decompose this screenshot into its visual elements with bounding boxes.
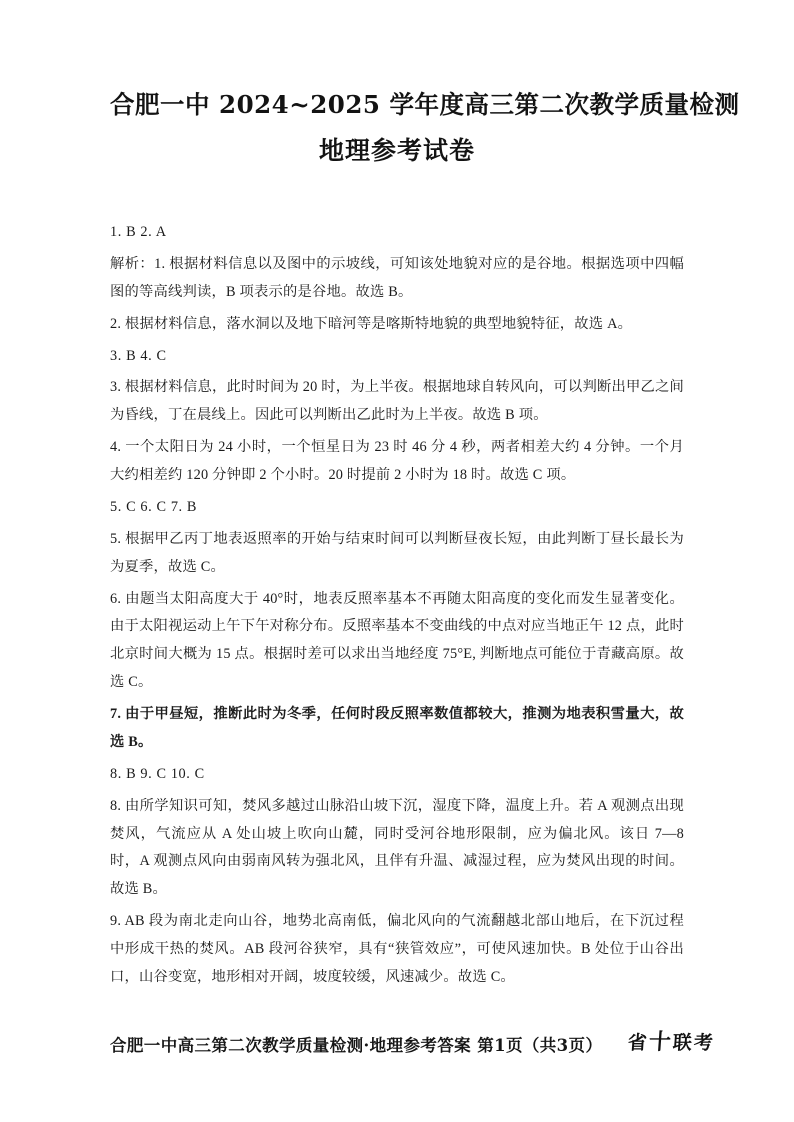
answer-line-1-2: 1. B 2. A — [110, 224, 167, 241]
answer-line-8-10: 8. B 9. C 10. C — [110, 765, 205, 782]
explanation-4: 4. 一个太阳日为 24 小时，一个恒星日为 23 时 46 分 4 秒，两者相差大约 4 分钟。一个月大约相差约 120 分钟即 2 个小时。20 时提前 2 小时为 18 时。故选 C 项。 — [110, 439, 684, 484]
explanation-8: 8. 由所学知识可知，焚风多越过山脉沿山坡下沉，湿度下降，温度上升。若 A 观测点出现焚风，气流应从 A 处山坡上吹向山麓，同时受河谷地形限制，应为偏北风。该日 7—8 时，A 观测点风向由弱南风转为强北风，且伴有升温、减湿过程，应为焚风出现的时间。故选 B。 — [110, 797, 684, 898]
page-footer — [110, 1025, 717, 1056]
stamp-big: 十 — [648, 1029, 675, 1055]
stamp-suffix: 联考 — [672, 1032, 717, 1054]
explanation-1: 解析：1. 根据材料信息以及图中的示坡线，可知该处地貌对应的是谷地。根据选项中四幅图的等高线判读，B 项表示的是谷地。故选 B。 — [110, 255, 684, 300]
footer-text: 合肥一中高三第二次教学质量检测·地理参考答案 第1页（共3页） — [110, 1036, 603, 1055]
exam-alliance-stamp — [627, 1025, 716, 1056]
explanation-5: 5. 根据甲乙丙丁地表返照率的开始与结束时间可以判断昼夜长短，由此判断丁昼长最长为为夏季，故选 C。 — [110, 530, 684, 575]
explanation-9: 9. AB 段为南北走向山谷，地势北高南低，偏北风向的气流翻越北部山地后，在下沉过程中形成干热的焚风。AB 段河谷狭窄，具有“狭管效应”，可使风速加快。B 处位于山谷出口，山谷变宽，地形相对开阔，坡度较缓，风速减少。故选 C。 — [110, 913, 684, 985]
page-title: 合肥一中 2024~2025 学年度高三第二次教学质量检测 — [110, 90, 740, 119]
title-block — [110, 0, 740, 167]
stamp-prefix: 省 — [627, 1032, 650, 1054]
answer-content — [110, 219, 684, 992]
page-subtitle: 地理参考试卷 — [318, 136, 475, 166]
explanation-2: 2. 根据材料信息，落水洞以及地下暗河等是喀斯特地貌的典型地貌特征，故选 A。 — [110, 315, 633, 332]
answer-line-5-7: 5. C 6. C 7. B — [110, 498, 198, 515]
explanation-6: 6. 由题当太阳高度大于 40°时，地表反照率基本不再随太阳高度的变化而发生显著变化。由于太阳视运动上午下午对称分布。反照率基本不变曲线的中点对应当地正午 12 点，此时北京时间大概为 15 点。根据时差可以求出当地经度 75°E, 判断地点可能位于青藏高原。故选 C。 — [110, 590, 684, 691]
explanation-7: 7. 由于甲昼短，推断此时为冬季，任何时段反照率数值都较大，推测为地表积雪量大，故选 B。 — [110, 706, 684, 750]
answer-line-3-4: 3. B 4. C — [110, 347, 167, 364]
explanation-3: 3. 根据材料信息，此时时间为 20 时，为上半夜。根据地球自转风向，可以判断出甲乙之间为昏线，丁在晨线上。因此可以判断出乙此时为上半夜。故选 B 项。 — [110, 379, 684, 424]
